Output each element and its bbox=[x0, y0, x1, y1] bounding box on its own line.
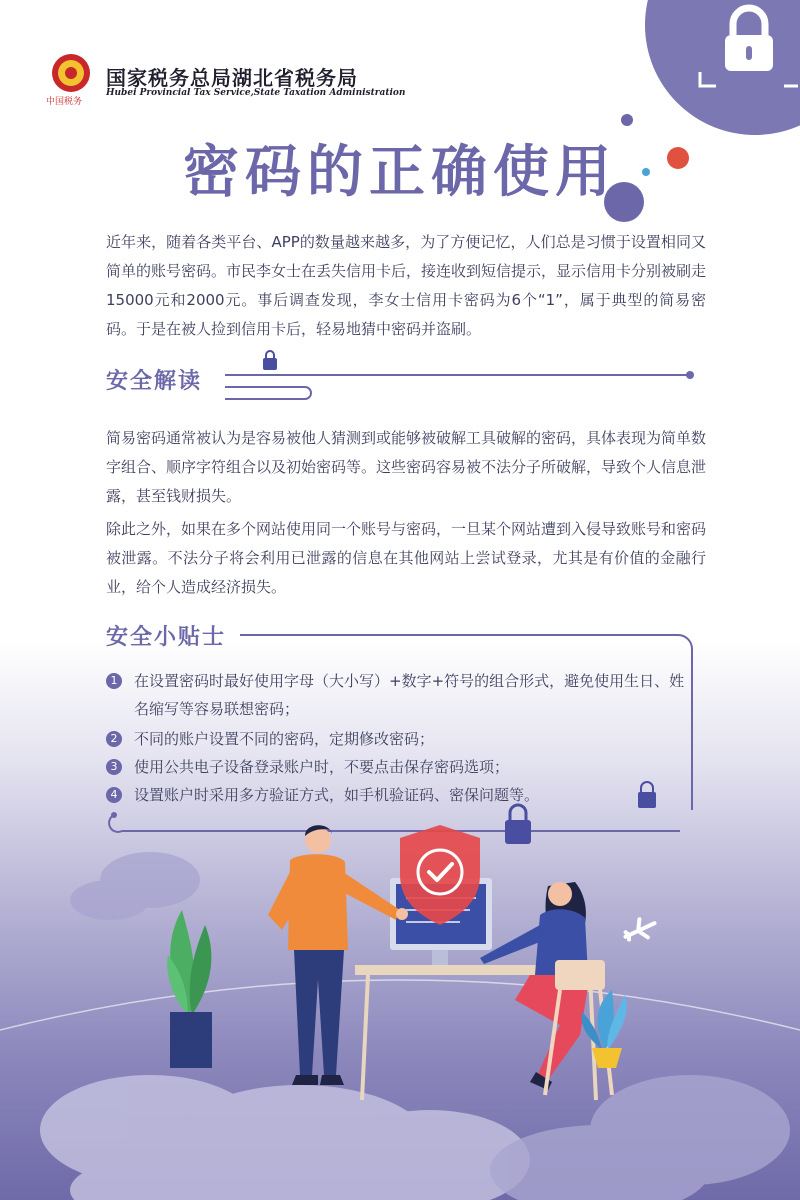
plant-decoration bbox=[582, 990, 627, 1068]
tax-emblem bbox=[50, 52, 92, 94]
section-heading-tips: 安全小贴士 bbox=[106, 625, 227, 650]
tip-item bbox=[106, 667, 686, 723]
tip-number: 2 bbox=[106, 731, 122, 747]
page-title: 密码的正确使用 bbox=[183, 140, 617, 205]
tip-item bbox=[106, 753, 686, 781]
plant-decoration bbox=[167, 910, 212, 1068]
tip-item bbox=[106, 725, 686, 753]
interpretation-paragraph-2: 除此之外，如果在多个网站使用同一个账号与密码，一旦某个网站遭到入侵导致账号和密码被泄露。不法分子将会利用已泄露的信息在其他网站上尝试登录，尤其是有价值的金融行业，给个人造成经济损失。 bbox=[106, 520, 707, 596]
tip-number: 1 bbox=[106, 673, 122, 689]
man-figure bbox=[268, 825, 408, 1085]
heading-line-decoration bbox=[205, 350, 700, 405]
tip-text: 设置账户时采用多方验证方式，如手机验证码、密保问题等。 bbox=[134, 786, 540, 804]
intro-paragraph: 近年来，随着各类平台、APP的数量越来越多，为了方便记忆，人们总是习惯于设置相同又简单的账号密码。市民李女士在丢失信用卡后，接连收到短信提示，显示信用卡分别被刷走15000元和2000元。事后调查发现，李女士信用卡密码为6个“1”，属于典型的简易密码。于是在被人捡到信用卡后，轻易地猜中密码并盗刷。 bbox=[106, 233, 707, 338]
tip-text: 在设置密码时最好使用字母（大小写）+数字+符号的组合形式，避免使用生日、姓名缩写等容易联想密码； bbox=[134, 672, 685, 718]
tip-text: 使用公共电子设备登录账户时，不要点击保存密码选项； bbox=[134, 758, 510, 776]
tip-number: 3 bbox=[106, 759, 122, 775]
cloud-decoration bbox=[40, 1075, 530, 1200]
interpretation-paragraph-1: 简易密码通常被认为是容易被他人猜测到或能够被破解工具破解的密码，具体表现为简单数字组合、顺序字符组合以及初始密码等。这些密码容易被不法分子所破解，导致个人信息泄露，甚至钱财损失。 bbox=[106, 429, 707, 505]
emblem-caption: 中国税务 bbox=[46, 97, 83, 107]
lock-icon bbox=[263, 351, 277, 370]
org-name-cn: 国家税务总局湖北省税务局 bbox=[106, 66, 358, 90]
illustration-scene bbox=[0, 800, 800, 1200]
tip-number: 4 bbox=[106, 787, 122, 803]
cloud-decoration bbox=[490, 1075, 790, 1200]
cloud-decoration bbox=[70, 852, 200, 920]
section-heading-interpretation: 安全解读 bbox=[106, 369, 203, 394]
airplane-icon bbox=[621, 914, 658, 946]
tip-text: 不同的账户设置不同的密码，定期修改密码； bbox=[134, 730, 435, 748]
org-name-en: Hubei Provincial Tax Service,State Taxation Administration bbox=[106, 88, 406, 98]
